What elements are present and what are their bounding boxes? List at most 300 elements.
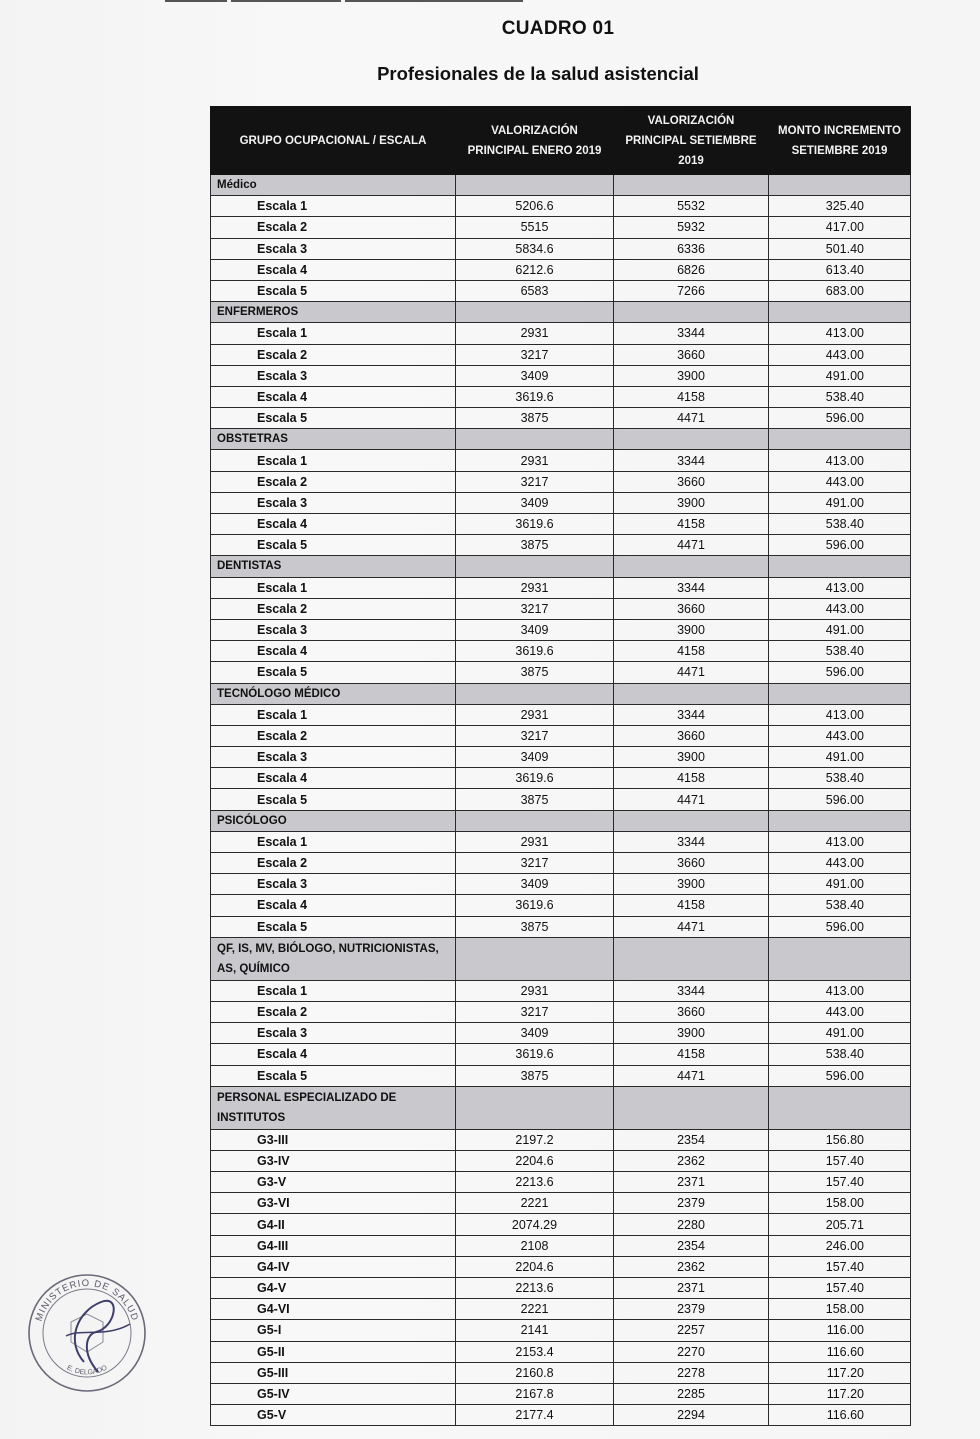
- september-value: 3344: [614, 831, 769, 852]
- group-name: PSICÓLOGO: [211, 810, 456, 831]
- table-row: [211, 1065, 911, 1086]
- table-row: [211, 916, 911, 937]
- january-value: 6212.6: [456, 259, 614, 280]
- january-value: 3217: [456, 344, 614, 365]
- increase-amount: 158.00: [769, 1299, 911, 1320]
- increase-amount: 116.00: [769, 1320, 911, 1341]
- increase-amount: 501.40: [769, 238, 911, 259]
- january-value: 3619.6: [456, 386, 614, 407]
- group-row: [211, 810, 911, 831]
- table-row: [211, 980, 911, 1001]
- group-empty-cell: [456, 302, 614, 323]
- january-value: 2177.4: [456, 1405, 614, 1426]
- september-value: 4471: [614, 535, 769, 556]
- scale-label: Escala 2: [211, 598, 456, 619]
- group-row: [211, 556, 911, 577]
- scan-top-marks: [165, 0, 525, 3]
- scale-label: Escala 5: [211, 916, 456, 937]
- increase-amount: 157.40: [769, 1278, 911, 1299]
- january-value: 5515: [456, 217, 614, 238]
- january-value: 3875: [456, 1065, 614, 1086]
- scale-label: Escala 3: [211, 238, 456, 259]
- table-row: [211, 1150, 911, 1171]
- september-value: 4158: [614, 514, 769, 535]
- scale-label: G4-VI: [211, 1299, 456, 1320]
- header-increase-amount: MONTO INCREMENTO SETIEMBRE 2019: [769, 107, 911, 175]
- increase-amount: 491.00: [769, 1023, 911, 1044]
- january-value: 2141: [456, 1320, 614, 1341]
- scale-label: G4-III: [211, 1235, 456, 1256]
- increase-amount: 157.40: [769, 1150, 911, 1171]
- september-value: 3660: [614, 344, 769, 365]
- table-row: [211, 598, 911, 619]
- january-value: 2204.6: [456, 1150, 614, 1171]
- september-value: 3900: [614, 747, 769, 768]
- january-value: 2108: [456, 1235, 614, 1256]
- table-row: [211, 1044, 911, 1065]
- increase-amount: 613.40: [769, 259, 911, 280]
- increase-amount: 491.00: [769, 874, 911, 895]
- scale-label: Escala 2: [211, 471, 456, 492]
- group-empty-cell: [614, 1086, 769, 1129]
- scale-label: G3-V: [211, 1172, 456, 1193]
- september-value: 2371: [614, 1278, 769, 1299]
- january-value: 2931: [456, 980, 614, 1001]
- table-row: [211, 1214, 911, 1235]
- table-row: [211, 238, 911, 259]
- january-value: 2931: [456, 577, 614, 598]
- group-empty-cell: [614, 556, 769, 577]
- september-value: 6336: [614, 238, 769, 259]
- scale-label: Escala 3: [211, 365, 456, 386]
- table-row: [211, 280, 911, 301]
- january-value: 3619.6: [456, 514, 614, 535]
- increase-amount: 417.00: [769, 217, 911, 238]
- increase-amount: 538.40: [769, 1044, 911, 1065]
- svg-text:MINISTERIO DE SALUD: [34, 1278, 141, 1323]
- increase-amount: 538.40: [769, 386, 911, 407]
- scale-label: G3-VI: [211, 1193, 456, 1214]
- scale-label: Escala 5: [211, 280, 456, 301]
- increase-amount: 325.40: [769, 196, 911, 217]
- table-row: [211, 1362, 911, 1383]
- increase-amount: 443.00: [769, 471, 911, 492]
- september-value: 7266: [614, 280, 769, 301]
- official-stamp: [26, 1272, 148, 1394]
- group-name: PERSONAL ESPECIALIZADO DE INSTITUTOS: [211, 1086, 456, 1129]
- january-value: 3409: [456, 874, 614, 895]
- table-row: [211, 853, 911, 874]
- group-row: [211, 1086, 911, 1129]
- scale-label: G4-IV: [211, 1256, 456, 1277]
- january-value: 3217: [456, 853, 614, 874]
- january-value: 3875: [456, 662, 614, 683]
- increase-amount: 156.80: [769, 1129, 911, 1150]
- september-value: 2371: [614, 1172, 769, 1193]
- group-empty-cell: [456, 429, 614, 450]
- january-value: 3409: [456, 365, 614, 386]
- scale-label: Escala 4: [211, 895, 456, 916]
- increase-amount: 116.60: [769, 1405, 911, 1426]
- september-value: 3900: [614, 1023, 769, 1044]
- table-row: [211, 196, 911, 217]
- september-value: 2270: [614, 1341, 769, 1362]
- increase-amount: 538.40: [769, 895, 911, 916]
- increase-amount: 413.00: [769, 577, 911, 598]
- scale-label: Escala 4: [211, 514, 456, 535]
- september-value: 4158: [614, 768, 769, 789]
- group-empty-cell: [456, 1086, 614, 1129]
- september-value: 4158: [614, 895, 769, 916]
- increase-amount: 443.00: [769, 853, 911, 874]
- increase-amount: 491.00: [769, 747, 911, 768]
- january-value: 3875: [456, 916, 614, 937]
- january-value: 2221: [456, 1299, 614, 1320]
- table-row: [211, 535, 911, 556]
- table-row: [211, 662, 911, 683]
- table-row: [211, 1172, 911, 1193]
- table-row: [211, 1405, 911, 1426]
- january-value: 3619.6: [456, 768, 614, 789]
- scale-label: G3-III: [211, 1129, 456, 1150]
- table-row: [211, 386, 911, 407]
- table-row: [211, 1023, 911, 1044]
- table-row: [211, 831, 911, 852]
- scale-label: Escala 5: [211, 662, 456, 683]
- january-value: 3619.6: [456, 895, 614, 916]
- january-value: 3409: [456, 492, 614, 513]
- september-value: 4471: [614, 1065, 769, 1086]
- september-value: 3344: [614, 704, 769, 725]
- group-row: [211, 302, 911, 323]
- scale-label: G5-I: [211, 1320, 456, 1341]
- january-value: 6583: [456, 280, 614, 301]
- table-row: [211, 874, 911, 895]
- table-row: [211, 768, 911, 789]
- group-empty-cell: [769, 429, 911, 450]
- increase-amount: 158.00: [769, 1193, 911, 1214]
- scale-label: Escala 2: [211, 344, 456, 365]
- january-value: 2931: [456, 323, 614, 344]
- september-value: 5532: [614, 196, 769, 217]
- january-value: 2931: [456, 831, 614, 852]
- january-value: 3217: [456, 598, 614, 619]
- scale-label: Escala 5: [211, 789, 456, 810]
- group-empty-cell: [614, 937, 769, 980]
- january-value: 3619.6: [456, 1044, 614, 1065]
- group-row: [211, 429, 911, 450]
- january-value: 2074.29: [456, 1214, 614, 1235]
- january-value: 3217: [456, 725, 614, 746]
- september-value: 3660: [614, 1001, 769, 1022]
- stamp-top-text: MINISTERIO DE SALUD: [33, 1277, 141, 1323]
- scale-label: Escala 5: [211, 535, 456, 556]
- september-value: 4158: [614, 1044, 769, 1065]
- increase-amount: 596.00: [769, 916, 911, 937]
- scale-label: G5-V: [211, 1405, 456, 1426]
- scale-label: Escala 3: [211, 874, 456, 895]
- september-value: 6826: [614, 259, 769, 280]
- january-value: 3875: [456, 408, 614, 429]
- scale-label: Escala 2: [211, 725, 456, 746]
- scale-label: Escala 1: [211, 450, 456, 471]
- group-empty-cell: [769, 683, 911, 704]
- increase-amount: 596.00: [769, 789, 911, 810]
- table-row: [211, 747, 911, 768]
- scale-label: Escala 3: [211, 1023, 456, 1044]
- scale-label: G5-III: [211, 1362, 456, 1383]
- january-value: 5206.6: [456, 196, 614, 217]
- group-empty-cell: [769, 302, 911, 323]
- january-value: 3217: [456, 471, 614, 492]
- september-value: 2362: [614, 1150, 769, 1171]
- january-value: 2204.6: [456, 1256, 614, 1277]
- increase-amount: 205.71: [769, 1214, 911, 1235]
- increase-amount: 596.00: [769, 662, 911, 683]
- header-row: [211, 107, 911, 175]
- january-value: 2160.8: [456, 1362, 614, 1383]
- september-value: 2257: [614, 1320, 769, 1341]
- scale-label: G4-V: [211, 1278, 456, 1299]
- scale-label: Escala 1: [211, 980, 456, 1001]
- scale-label: Escala 4: [211, 768, 456, 789]
- group-empty-cell: [614, 810, 769, 831]
- increase-amount: 538.40: [769, 768, 911, 789]
- september-value: 3660: [614, 471, 769, 492]
- increase-amount: 443.00: [769, 725, 911, 746]
- table-row: [211, 1193, 911, 1214]
- group-empty-cell: [769, 175, 911, 196]
- increase-amount: 413.00: [769, 450, 911, 471]
- increase-amount: 413.00: [769, 323, 911, 344]
- september-value: 2294: [614, 1405, 769, 1426]
- table-row: [211, 704, 911, 725]
- january-value: 2221: [456, 1193, 614, 1214]
- scale-label: Escala 4: [211, 259, 456, 280]
- group-row: [211, 175, 911, 196]
- table-row: [211, 725, 911, 746]
- group-empty-cell: [614, 175, 769, 196]
- group-name: OBSTETRAS: [211, 429, 456, 450]
- september-value: 2354: [614, 1129, 769, 1150]
- table-row: [211, 492, 911, 513]
- group-empty-cell: [456, 937, 614, 980]
- table-row: [211, 514, 911, 535]
- september-value: 5932: [614, 217, 769, 238]
- scale-label: Escala 2: [211, 853, 456, 874]
- september-value: 4471: [614, 408, 769, 429]
- january-value: 3409: [456, 619, 614, 640]
- increase-amount: 491.00: [769, 365, 911, 386]
- group-empty-cell: [456, 175, 614, 196]
- january-value: 2213.6: [456, 1278, 614, 1299]
- september-value: 4471: [614, 662, 769, 683]
- scale-label: Escala 4: [211, 1044, 456, 1065]
- table-row: [211, 471, 911, 492]
- table-row: [211, 217, 911, 238]
- scale-label: Escala 4: [211, 641, 456, 662]
- scale-label: Escala 3: [211, 619, 456, 640]
- scale-label: Escala 3: [211, 492, 456, 513]
- table-row: [211, 1383, 911, 1404]
- january-value: 5834.6: [456, 238, 614, 259]
- increase-amount: 157.40: [769, 1172, 911, 1193]
- group-empty-cell: [456, 810, 614, 831]
- group-name: QF, IS, MV, BIÓLOGO, NUTRICIONISTAS, AS, QUÍMICO: [211, 937, 456, 980]
- increase-amount: 596.00: [769, 535, 911, 556]
- increase-amount: 538.40: [769, 641, 911, 662]
- table-row: [211, 259, 911, 280]
- group-name: ENFERMEROS: [211, 302, 456, 323]
- group-name: TECNÓLOGO MÉDICO: [211, 683, 456, 704]
- september-value: 2379: [614, 1193, 769, 1214]
- september-value: 2362: [614, 1256, 769, 1277]
- september-value: 3660: [614, 725, 769, 746]
- september-value: 2354: [614, 1235, 769, 1256]
- table-row: [211, 619, 911, 640]
- table-row: [211, 365, 911, 386]
- table-row: [211, 408, 911, 429]
- september-value: 3900: [614, 492, 769, 513]
- january-value: 2167.8: [456, 1383, 614, 1404]
- salary-table: [210, 106, 911, 1426]
- scale-label: Escala 1: [211, 577, 456, 598]
- scale-label: Escala 2: [211, 217, 456, 238]
- increase-amount: 117.20: [769, 1383, 911, 1404]
- september-value: 2379: [614, 1299, 769, 1320]
- table-row: [211, 1256, 911, 1277]
- scale-label: Escala 5: [211, 1065, 456, 1086]
- scale-label: G3-IV: [211, 1150, 456, 1171]
- group-empty-cell: [769, 556, 911, 577]
- table-row: [211, 895, 911, 916]
- september-value: 3660: [614, 853, 769, 874]
- table-row: [211, 1341, 911, 1362]
- group-empty-cell: [769, 937, 911, 980]
- increase-amount: 538.40: [769, 514, 911, 535]
- january-value: 3409: [456, 1023, 614, 1044]
- table-row: [211, 450, 911, 471]
- table-row: [211, 1278, 911, 1299]
- table-row: [211, 1299, 911, 1320]
- group-name: Médico: [211, 175, 456, 196]
- increase-amount: 491.00: [769, 492, 911, 513]
- january-value: 3217: [456, 1001, 614, 1022]
- increase-amount: 117.20: [769, 1362, 911, 1383]
- scale-label: Escala 1: [211, 196, 456, 217]
- increase-amount: 443.00: [769, 344, 911, 365]
- document-subtitle: Profesionales de la salud asistencial: [377, 63, 699, 84]
- september-value: 4158: [614, 641, 769, 662]
- increase-amount: 116.60: [769, 1341, 911, 1362]
- increase-amount: 683.00: [769, 280, 911, 301]
- scale-label: G5-II: [211, 1341, 456, 1362]
- group-empty-cell: [614, 429, 769, 450]
- scale-label: Escala 5: [211, 408, 456, 429]
- table-row: [211, 323, 911, 344]
- january-value: 3875: [456, 789, 614, 810]
- table-row: [211, 1001, 911, 1022]
- increase-amount: 443.00: [769, 1001, 911, 1022]
- scale-label: G5-IV: [211, 1383, 456, 1404]
- group-empty-cell: [456, 683, 614, 704]
- header-september-value: VALORIZACIÓN PRINCIPAL SETIEMBRE 2019: [614, 107, 769, 175]
- group-empty-cell: [769, 1086, 911, 1129]
- group-empty-cell: [614, 302, 769, 323]
- group-empty-cell: [456, 556, 614, 577]
- september-value: 3344: [614, 980, 769, 1001]
- header-group-scale: GRUPO OCUPACIONAL / ESCALA: [211, 107, 456, 175]
- january-value: 3619.6: [456, 641, 614, 662]
- table-body: [211, 175, 911, 1426]
- table-header: [211, 107, 911, 175]
- september-value: 4158: [614, 386, 769, 407]
- september-value: 3660: [614, 598, 769, 619]
- scale-label: Escala 4: [211, 386, 456, 407]
- september-value: 3900: [614, 619, 769, 640]
- increase-amount: 413.00: [769, 980, 911, 1001]
- scale-label: Escala 1: [211, 704, 456, 725]
- increase-amount: 596.00: [769, 408, 911, 429]
- increase-amount: 413.00: [769, 831, 911, 852]
- september-value: 3900: [614, 365, 769, 386]
- september-value: 3344: [614, 323, 769, 344]
- september-value: 3344: [614, 577, 769, 598]
- increase-amount: 443.00: [769, 598, 911, 619]
- scale-label: G4-II: [211, 1214, 456, 1235]
- header-january-value: VALORIZACIÓN PRINCIPAL ENERO 2019: [456, 107, 614, 175]
- january-value: 2213.6: [456, 1172, 614, 1193]
- september-value: 2285: [614, 1383, 769, 1404]
- january-value: 2153.4: [456, 1341, 614, 1362]
- group-empty-cell: [614, 683, 769, 704]
- january-value: 3875: [456, 535, 614, 556]
- january-value: 3409: [456, 747, 614, 768]
- september-value: 3344: [614, 450, 769, 471]
- stamp-bottom-text: E. DELGADO: [65, 1364, 109, 1377]
- group-row: [211, 683, 911, 704]
- table-row: [211, 1235, 911, 1256]
- table-row: [211, 1129, 911, 1150]
- scale-label: Escala 1: [211, 323, 456, 344]
- group-row: [211, 937, 911, 980]
- increase-amount: 596.00: [769, 1065, 911, 1086]
- group-empty-cell: [769, 810, 911, 831]
- september-value: 2278: [614, 1362, 769, 1383]
- september-value: 4471: [614, 916, 769, 937]
- table-row: [211, 789, 911, 810]
- increase-amount: 157.40: [769, 1256, 911, 1277]
- september-value: 3900: [614, 874, 769, 895]
- table-row: [211, 1320, 911, 1341]
- increase-amount: 413.00: [769, 704, 911, 725]
- scale-label: Escala 3: [211, 747, 456, 768]
- september-value: 2280: [614, 1214, 769, 1235]
- table-row: [211, 344, 911, 365]
- document-title: CUADRO 01: [501, 18, 615, 39]
- increase-amount: 246.00: [769, 1235, 911, 1256]
- january-value: 2197.2: [456, 1129, 614, 1150]
- scale-label: Escala 1: [211, 831, 456, 852]
- table-row: [211, 641, 911, 662]
- september-value: 4471: [614, 789, 769, 810]
- january-value: 2931: [456, 450, 614, 471]
- group-name: DENTISTAS: [211, 556, 456, 577]
- scale-label: Escala 2: [211, 1001, 456, 1022]
- january-value: 2931: [456, 704, 614, 725]
- increase-amount: 491.00: [769, 619, 911, 640]
- table-row: [211, 577, 911, 598]
